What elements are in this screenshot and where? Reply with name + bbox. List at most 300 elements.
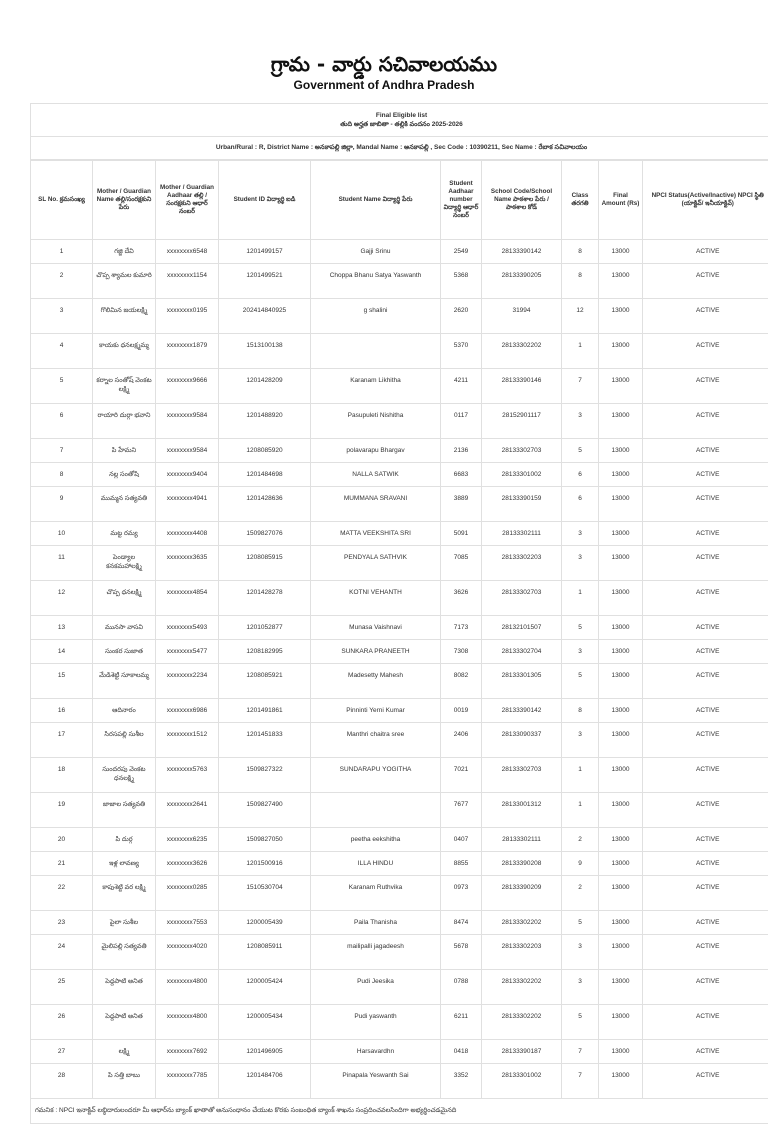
cell-student-name: peetha eekshitha — [311, 828, 441, 852]
cell-status: ACTIVE — [643, 1040, 768, 1064]
cell-class: 3 — [562, 546, 599, 581]
cell-amount: 13000 — [599, 911, 643, 935]
cell-student-name: Pinapala Yeswanth Sai — [311, 1064, 441, 1099]
cell-amount: 13000 — [599, 487, 643, 522]
cell-school-code: 28133302704 — [482, 640, 562, 664]
cell-class: 1 — [562, 581, 599, 616]
cell-amount: 13000 — [599, 852, 643, 876]
cell-student-name: PENDYALA SATHVIK — [311, 546, 441, 581]
cell-sl: 1 — [31, 240, 93, 264]
page-title-telugu: గ్రామ - వార్డు సచివాలయము — [0, 52, 768, 81]
table-row — [31, 546, 768, 581]
cell-sl: 16 — [31, 699, 93, 723]
cell-sl: 21 — [31, 852, 93, 876]
cell-student-id: 1201500916 — [219, 852, 311, 876]
cell-student-name: Pinninti Yerni Kumar — [311, 699, 441, 723]
cell-amount: 13000 — [599, 699, 643, 723]
table-row — [31, 640, 768, 664]
cell-aadhaar: xxxxxxxx9404 — [156, 463, 219, 487]
cell-mother: జాజాల సత్యవతి — [93, 793, 156, 828]
table-row — [31, 240, 768, 264]
cell-student-aadhar: 2136 — [441, 439, 482, 463]
cell-status: ACTIVE — [643, 793, 768, 828]
cell-sl: 10 — [31, 522, 93, 546]
cell-class: 9 — [562, 852, 599, 876]
cell-status: ACTIVE — [643, 240, 768, 264]
cell-amount: 13000 — [599, 522, 643, 546]
table-row — [31, 463, 768, 487]
column-header-student-id: Student ID విద్యార్థి ఐడి — [219, 161, 311, 240]
cell-aadhaar: xxxxxxxx9584 — [156, 404, 219, 439]
table-row — [31, 1040, 768, 1064]
cell-mother: సుందరపు వెంకట ధనలక్ష్మి — [93, 758, 156, 793]
cell-class: 3 — [562, 522, 599, 546]
cell-status: ACTIVE — [643, 299, 768, 334]
cell-sl: 11 — [31, 546, 93, 581]
cell-status: ACTIVE — [643, 581, 768, 616]
cell-student-aadhar: 5091 — [441, 522, 482, 546]
cell-amount: 13000 — [599, 970, 643, 1005]
cell-aadhaar: xxxxxxxx4800 — [156, 970, 219, 1005]
cell-mother: సిరసపల్లి సుశీల — [93, 723, 156, 758]
cell-student-aadhar: 7308 — [441, 640, 482, 664]
cell-school-code: 28133302202 — [482, 334, 562, 369]
cell-school-code: 28133302111 — [482, 522, 562, 546]
column-header-sl: SL No. క్రమసంఖ్య — [31, 161, 93, 240]
cell-school-code: 28133301002 — [482, 1064, 562, 1099]
cell-aadhaar: xxxxxxxx1154 — [156, 264, 219, 299]
cell-school-code: 28133390208 — [482, 852, 562, 876]
cell-sl: 27 — [31, 1040, 93, 1064]
cell-amount: 13000 — [599, 876, 643, 911]
cell-student-aadhar: 2406 — [441, 723, 482, 758]
cell-student-id: 1509827076 — [219, 522, 311, 546]
cell-student-aadhar: 3889 — [441, 487, 482, 522]
cell-aadhaar: xxxxxxxx3635 — [156, 546, 219, 581]
cell-aadhaar: xxxxxxxx5493 — [156, 616, 219, 640]
cell-amount: 13000 — [599, 664, 643, 699]
cell-school-code: 28133302203 — [482, 546, 562, 581]
cell-amount: 13000 — [599, 723, 643, 758]
cell-student-id: 1509827490 — [219, 793, 311, 828]
cell-mother: పెండ్యాల కనకమహాలక్ష్మి — [93, 546, 156, 581]
footer-note: గమనిక : NPCI ఇనాక్టివ్ లబ్ధిదారులందరూ మీ ఆధార్‌ను బ్యాంక్ ఖాతాతో అనుసంధానం చేయుట కొరకు సంబంధిత బ్యాంక్ శాఖను సంప్రదించవలసిందిగా అభ్యర్థించడమైనది — [30, 1099, 768, 1124]
cell-mother: ఆదినారం — [93, 699, 156, 723]
cell-student-aadhar: 0973 — [441, 876, 482, 911]
column-header-student-name: Student Name విద్యార్థి పేరు — [311, 161, 441, 240]
cell-amount: 13000 — [599, 1064, 643, 1099]
cell-status: ACTIVE — [643, 664, 768, 699]
cell-aadhaar: xxxxxxxx5763 — [156, 758, 219, 793]
cell-sl: 23 — [31, 911, 93, 935]
cell-sl: 12 — [31, 581, 93, 616]
cell-class: 3 — [562, 404, 599, 439]
cell-mother: గొలిమిన జయలక్ష్మి — [93, 299, 156, 334]
table-row — [31, 911, 768, 935]
cell-mother: పెద్దపాటి అనిత — [93, 970, 156, 1005]
cell-student-aadhar: 5368 — [441, 264, 482, 299]
cell-status: ACTIVE — [643, 828, 768, 852]
cell-sl: 26 — [31, 1005, 93, 1040]
cell-class: 1 — [562, 334, 599, 369]
list-title-box — [30, 103, 768, 137]
cell-status: ACTIVE — [643, 852, 768, 876]
cell-aadhaar: xxxxxxxx4408 — [156, 522, 219, 546]
eligible-list-sheet — [30, 103, 768, 1124]
cell-student-name: Pudi Jeesika — [311, 970, 441, 1005]
column-header-amount: Final Amount (Rs) — [599, 161, 643, 240]
cell-school-code: 28152901117 — [482, 404, 562, 439]
cell-amount: 13000 — [599, 758, 643, 793]
cell-status: ACTIVE — [643, 264, 768, 299]
table-row — [31, 581, 768, 616]
cell-amount: 13000 — [599, 240, 643, 264]
cell-student-id: 1208085920 — [219, 439, 311, 463]
cell-student-id: 1208085915 — [219, 546, 311, 581]
cell-amount: 13000 — [599, 439, 643, 463]
cell-sl: 24 — [31, 935, 93, 970]
cell-student-id: 1201428278 — [219, 581, 311, 616]
table-row — [31, 876, 768, 911]
cell-student-id: 1201484698 — [219, 463, 311, 487]
table-body — [31, 240, 768, 1099]
cell-student-name: Gajji Srinu — [311, 240, 441, 264]
cell-student-id: 202414840925 — [219, 299, 311, 334]
cell-student-id: 1201496905 — [219, 1040, 311, 1064]
cell-student-name: Manthri chaitra sree — [311, 723, 441, 758]
cell-class: 6 — [562, 487, 599, 522]
cell-student-aadhar: 8474 — [441, 911, 482, 935]
cell-sl: 19 — [31, 793, 93, 828]
cell-sl: 25 — [31, 970, 93, 1005]
cell-aadhaar: xxxxxxxx9666 — [156, 369, 219, 404]
table-row — [31, 264, 768, 299]
cell-class: 1 — [562, 793, 599, 828]
cell-mother: పైలా సుశీల — [93, 911, 156, 935]
cell-aadhaar: xxxxxxxx6235 — [156, 828, 219, 852]
cell-school-code: 28133001312 — [482, 793, 562, 828]
cell-student-aadhar: 7173 — [441, 616, 482, 640]
cell-status: ACTIVE — [643, 1005, 768, 1040]
cell-school-code: 28133302202 — [482, 1005, 562, 1040]
cell-mother: మైలిపల్లి సత్యవతి — [93, 935, 156, 970]
cell-student-aadhar: 8082 — [441, 664, 482, 699]
cell-mother: లక్ష్మి — [93, 1040, 156, 1064]
cell-amount: 13000 — [599, 828, 643, 852]
cell-mother: చొప్ప శ్యామల కుమారి — [93, 264, 156, 299]
cell-student-name: Pasupuleti Nishitha — [311, 404, 441, 439]
cell-student-name: Pudi yaswanth — [311, 1005, 441, 1040]
cell-school-code: 28133090337 — [482, 723, 562, 758]
cell-aadhaar: xxxxxxxx6548 — [156, 240, 219, 264]
cell-student-aadhar: 7021 — [441, 758, 482, 793]
cell-school-code: 28133302111 — [482, 828, 562, 852]
cell-class: 5 — [562, 911, 599, 935]
cell-student-aadhar: 0407 — [441, 828, 482, 852]
list-title: Final Eligible list — [31, 104, 768, 120]
cell-aadhaar: xxxxxxxx7692 — [156, 1040, 219, 1064]
cell-student-aadhar: 3352 — [441, 1064, 482, 1099]
column-header-status: NPCI Status(Active/Inactive) NPCI స్థితి (యాక్టివ్/ ఇనీయాక్టివ్) — [643, 161, 768, 240]
cell-class: 1 — [562, 758, 599, 793]
cell-amount: 13000 — [599, 404, 643, 439]
table-row — [31, 935, 768, 970]
cell-class: 3 — [562, 640, 599, 664]
cell-class: 7 — [562, 369, 599, 404]
cell-school-code: 28133390142 — [482, 699, 562, 723]
table-row — [31, 616, 768, 640]
cell-class: 8 — [562, 699, 599, 723]
cell-status: ACTIVE — [643, 334, 768, 369]
column-header-student-aadhar: Student Aadhaar number విద్యార్థి ఆధార్ నంబర్ — [441, 161, 482, 240]
cell-student-aadhar: 2549 — [441, 240, 482, 264]
cell-student-aadhar: 7677 — [441, 793, 482, 828]
cell-student-id: 1513100138 — [219, 334, 311, 369]
cell-student-aadhar: 0788 — [441, 970, 482, 1005]
cell-mother: చొప్ప ధనలక్ష్మి — [93, 581, 156, 616]
cell-student-name: SUNKARA PRANEETH — [311, 640, 441, 664]
cell-student-name: Munasa Vaishnavi — [311, 616, 441, 640]
cell-student-aadhar: 4211 — [441, 369, 482, 404]
cell-school-code: 31994 — [482, 299, 562, 334]
cell-school-code: 28133302703 — [482, 758, 562, 793]
cell-status: ACTIVE — [643, 911, 768, 935]
cell-status: ACTIVE — [643, 1064, 768, 1099]
cell-student-id: 1208085911 — [219, 935, 311, 970]
cell-student-aadhar: 6683 — [441, 463, 482, 487]
cell-student-name: KOTNI VEHANTH — [311, 581, 441, 616]
cell-status: ACTIVE — [643, 758, 768, 793]
table-row — [31, 522, 768, 546]
cell-student-id: 1208085921 — [219, 664, 311, 699]
cell-aadhaar: xxxxxxxx2641 — [156, 793, 219, 828]
table-row — [31, 723, 768, 758]
cell-student-id: 1200005424 — [219, 970, 311, 1005]
table-row — [31, 1005, 768, 1040]
cell-class: 8 — [562, 240, 599, 264]
cell-mother: మట్ట రమ్య — [93, 522, 156, 546]
cell-aadhaar: xxxxxxxx1879 — [156, 334, 219, 369]
cell-aadhaar: xxxxxxxx5477 — [156, 640, 219, 664]
cell-class: 7 — [562, 1040, 599, 1064]
cell-aadhaar: xxxxxxxx0195 — [156, 299, 219, 334]
cell-status: ACTIVE — [643, 935, 768, 970]
cell-student-aadhar: 5370 — [441, 334, 482, 369]
column-header-school-code: School Code/School Name పాఠశాల పేరు / పాఠశాల కోడ్ — [482, 161, 562, 240]
table-row — [31, 852, 768, 876]
cell-class: 2 — [562, 876, 599, 911]
cell-student-id: 1201499157 — [219, 240, 311, 264]
list-title-telugu: తుది అర్హత జాబితా - తల్లికి వందనం 2025-2026 — [31, 120, 768, 129]
column-header-mother: Mother / Guardian Name తల్లి/సంరక్షకుని పేరు — [93, 161, 156, 240]
cell-sl: 5 — [31, 369, 93, 404]
cell-student-name: MATTA VEEKSHITA SRI — [311, 522, 441, 546]
cell-mother: కాపుశెట్టి వర లక్ష్మి — [93, 876, 156, 911]
cell-student-id: 1200005439 — [219, 911, 311, 935]
cell-student-id: 1509827050 — [219, 828, 311, 852]
table-row — [31, 793, 768, 828]
cell-mother: పి హేమని — [93, 439, 156, 463]
cell-mother: రాయారి దుర్గా భవాని — [93, 404, 156, 439]
cell-student-name: Harsavardhn — [311, 1040, 441, 1064]
cell-mother: సుంకర సుజాత — [93, 640, 156, 664]
cell-student-name: SUNDARAPU YOGITHA — [311, 758, 441, 793]
cell-class: 5 — [562, 664, 599, 699]
cell-student-aadhar: 7085 — [441, 546, 482, 581]
cell-aadhaar: xxxxxxxx0285 — [156, 876, 219, 911]
cell-student-id: 1510530704 — [219, 876, 311, 911]
cell-class: 5 — [562, 616, 599, 640]
cell-student-id: 1201499521 — [219, 264, 311, 299]
cell-amount: 13000 — [599, 1040, 643, 1064]
cell-mother: ముమ్మన సత్యవతి — [93, 487, 156, 522]
cell-school-code: 28133302202 — [482, 970, 562, 1005]
cell-student-name: NALLA SATWIK — [311, 463, 441, 487]
cell-student-aadhar: 3626 — [441, 581, 482, 616]
cell-student-id: 1200005434 — [219, 1005, 311, 1040]
cell-status: ACTIVE — [643, 876, 768, 911]
cell-class: 5 — [562, 439, 599, 463]
cell-sl: 14 — [31, 640, 93, 664]
table-row — [31, 404, 768, 439]
table-row — [31, 1064, 768, 1099]
cell-amount: 13000 — [599, 1005, 643, 1040]
table-row — [31, 487, 768, 522]
cell-student-id: 1201052877 — [219, 616, 311, 640]
cell-school-code: 28133302202 — [482, 911, 562, 935]
cell-school-code: 28133302703 — [482, 439, 562, 463]
cell-student-aadhar: 5678 — [441, 935, 482, 970]
table-header-row — [31, 161, 768, 240]
cell-mother: కర్నాల సంతోష్ వెంకట లక్ష్మి — [93, 369, 156, 404]
cell-school-code: 28133302203 — [482, 935, 562, 970]
cell-amount: 13000 — [599, 793, 643, 828]
cell-sl: 9 — [31, 487, 93, 522]
cell-sl: 7 — [31, 439, 93, 463]
cell-aadhaar: xxxxxxxx1512 — [156, 723, 219, 758]
cell-class: 12 — [562, 299, 599, 334]
cell-status: ACTIVE — [643, 487, 768, 522]
cell-student-id: 1201488920 — [219, 404, 311, 439]
cell-class: 7 — [562, 1064, 599, 1099]
cell-student-aadhar: 0117 — [441, 404, 482, 439]
cell-sl: 20 — [31, 828, 93, 852]
cell-student-name: polavarapu Bhargav — [311, 439, 441, 463]
cell-mother: నల్ల సంతోషి — [93, 463, 156, 487]
cell-sl: 15 — [31, 664, 93, 699]
cell-student-name: Karanam Likhitha — [311, 369, 441, 404]
cell-status: ACTIVE — [643, 369, 768, 404]
cell-student-id: 1509827322 — [219, 758, 311, 793]
cell-amount: 13000 — [599, 546, 643, 581]
cell-mother: పి సత్తి బాబు — [93, 1064, 156, 1099]
cell-student-name — [311, 793, 441, 828]
cell-class: 5 — [562, 1005, 599, 1040]
cell-class: 8 — [562, 264, 599, 299]
cell-school-code: 28133302703 — [482, 581, 562, 616]
column-header-class: Class తరగతి — [562, 161, 599, 240]
table-row — [31, 439, 768, 463]
cell-aadhaar: xxxxxxxx4800 — [156, 1005, 219, 1040]
cell-aadhaar: xxxxxxxx2234 — [156, 664, 219, 699]
table-row — [31, 970, 768, 1005]
cell-status: ACTIVE — [643, 439, 768, 463]
cell-student-id: 1208182995 — [219, 640, 311, 664]
cell-mother: పి దుర్గ — [93, 828, 156, 852]
cell-student-id: 1201451833 — [219, 723, 311, 758]
cell-student-name: mailipalli jagadeesh — [311, 935, 441, 970]
table-row — [31, 828, 768, 852]
cell-student-id: 1201428209 — [219, 369, 311, 404]
cell-aadhaar: xxxxxxxx6986 — [156, 699, 219, 723]
cell-mother: మునసా వాసవి — [93, 616, 156, 640]
cell-student-name: Choppa Bhanu Satya Yaswanth — [311, 264, 441, 299]
cell-class: 3 — [562, 723, 599, 758]
cell-class: 3 — [562, 970, 599, 1005]
cell-sl: 2 — [31, 264, 93, 299]
cell-status: ACTIVE — [643, 463, 768, 487]
cell-student-aadhar: 0418 — [441, 1040, 482, 1064]
table-row — [31, 664, 768, 699]
cell-school-code: 28133301305 — [482, 664, 562, 699]
cell-student-name: Karanam Ruthvika — [311, 876, 441, 911]
cell-aadhaar: xxxxxxxx3626 — [156, 852, 219, 876]
cell-school-code: 28133390146 — [482, 369, 562, 404]
location-line: Urban/Rural : R, District Name : అనకాపల్లి జిల్లా, Mandal Name : అనకాపల్లి , Sec Code : 10390211, Sec Name : రేబాక సచివాలయం — [30, 137, 768, 160]
cell-student-name: MUMMANA SRAVANI — [311, 487, 441, 522]
cell-mother: పెద్దపాటి అనిత — [93, 1005, 156, 1040]
cell-amount: 13000 — [599, 463, 643, 487]
cell-sl: 4 — [31, 334, 93, 369]
cell-sl: 18 — [31, 758, 93, 793]
cell-amount: 13000 — [599, 935, 643, 970]
table-row — [31, 299, 768, 334]
eligible-students-table — [30, 160, 768, 1099]
cell-aadhaar: xxxxxxxx4941 — [156, 487, 219, 522]
cell-sl: 3 — [31, 299, 93, 334]
cell-class: 6 — [562, 463, 599, 487]
cell-mother: కాయకు ధనలక్ష్మమ్మ — [93, 334, 156, 369]
cell-amount: 13000 — [599, 616, 643, 640]
table-row — [31, 369, 768, 404]
cell-class: 2 — [562, 828, 599, 852]
cell-status: ACTIVE — [643, 522, 768, 546]
cell-sl: 13 — [31, 616, 93, 640]
cell-student-aadhar: 6211 — [441, 1005, 482, 1040]
cell-mother: గజ్జి దేవి — [93, 240, 156, 264]
column-header-aadhaar: Mother / Guardian Aadhaar తల్లి / సంరక్షకుని ఆధార్ నంబర్ — [156, 161, 219, 240]
cell-mother: ఇళ్ల లావణ్య — [93, 852, 156, 876]
cell-school-code: 28133390142 — [482, 240, 562, 264]
cell-student-name: Paila Thanisha — [311, 911, 441, 935]
cell-aadhaar: xxxxxxxx4020 — [156, 935, 219, 970]
cell-class: 3 — [562, 935, 599, 970]
cell-school-code: 28133390187 — [482, 1040, 562, 1064]
cell-mother: మేడిశెట్టి సూకాలమ్మ — [93, 664, 156, 699]
cell-student-name: Madesetty Mahesh — [311, 664, 441, 699]
cell-amount: 13000 — [599, 264, 643, 299]
cell-student-name: ILLA HINDU — [311, 852, 441, 876]
cell-status: ACTIVE — [643, 616, 768, 640]
cell-sl: 8 — [31, 463, 93, 487]
cell-school-code: 28132101507 — [482, 616, 562, 640]
cell-aadhaar: xxxxxxxx7785 — [156, 1064, 219, 1099]
cell-student-id: 1201491861 — [219, 699, 311, 723]
cell-status: ACTIVE — [643, 640, 768, 664]
cell-student-name — [311, 334, 441, 369]
cell-status: ACTIVE — [643, 970, 768, 1005]
table-row — [31, 699, 768, 723]
